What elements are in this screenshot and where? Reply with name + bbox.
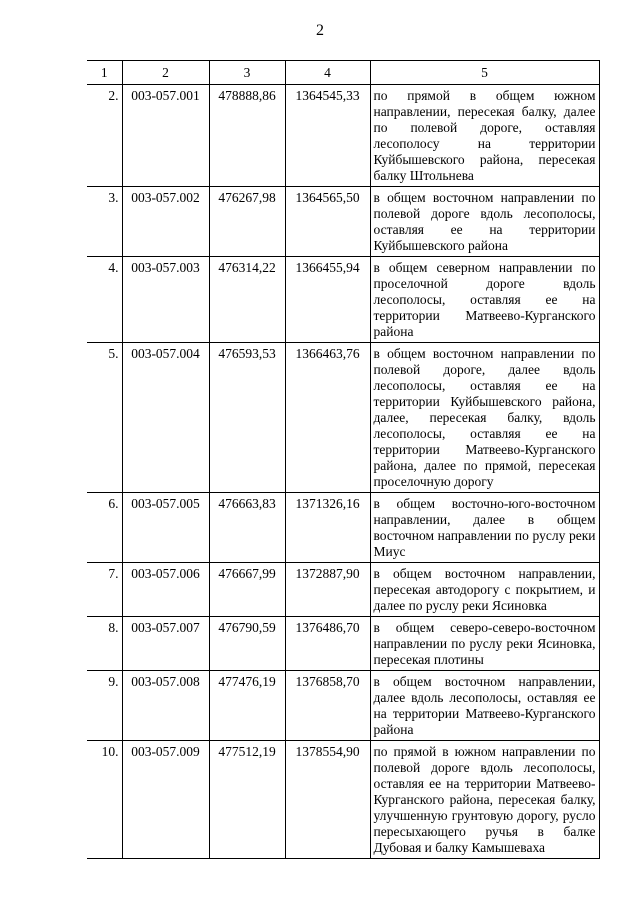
- point-code: 003-057.004: [122, 343, 209, 493]
- boundary-description: в общем восточном направлении по полевой дороге, далее вдоль лесополосы, оставляя ее на территории Куйбышевского района, далее, пересекая балку, вдоль лесополосы, оставляя ее на территории Матвеево-Курганского района, далее по прямой, пересекая проселочную дорогу: [370, 343, 599, 493]
- table-body: [87, 85, 599, 859]
- header-col-1: 1: [87, 61, 122, 85]
- table-row: [87, 563, 599, 617]
- coordinate-x: 476593,53: [209, 343, 285, 493]
- header-col-4: 4: [285, 61, 370, 85]
- point-code: 003-057.006: [122, 563, 209, 617]
- row-number: 9.: [87, 671, 122, 741]
- point-code: 003-057.007: [122, 617, 209, 671]
- table-row: [87, 493, 599, 563]
- boundary-description: по прямой в южном направлении по полевой дороге вдоль лесополосы, оставляя ее на территории Матвеево-Курганского района, пересекая балку, улучшенную грунтовую дорогу, русло пересыхающего ручья в балке Дубовая и балку Камышеваха: [370, 741, 599, 859]
- coordinate-y: 1364565,50: [285, 187, 370, 257]
- row-number: 2.: [87, 85, 122, 187]
- point-code: 003-057.001: [122, 85, 209, 187]
- coordinate-x: 476314,22: [209, 257, 285, 343]
- header-col-2: 2: [122, 61, 209, 85]
- point-code: 003-057.005: [122, 493, 209, 563]
- row-number: 8.: [87, 617, 122, 671]
- row-number: 3.: [87, 187, 122, 257]
- row-number: 6.: [87, 493, 122, 563]
- table-row: [87, 85, 599, 187]
- coordinate-y: 1364545,33: [285, 85, 370, 187]
- table-row: [87, 617, 599, 671]
- boundary-description: в общем восточном направлении, пересекая автодорогу с покрытием, и далее по руслу реки Ясиновка: [370, 563, 599, 617]
- point-code: 003-057.002: [122, 187, 209, 257]
- coordinate-x: 477476,19: [209, 671, 285, 741]
- table-row: [87, 187, 599, 257]
- point-code: 003-057.009: [122, 741, 209, 859]
- coordinate-y: 1366455,94: [285, 257, 370, 343]
- coordinate-y: 1371326,16: [285, 493, 370, 563]
- table-row: [87, 343, 599, 493]
- row-number: 10.: [87, 741, 122, 859]
- boundary-description: в общем северо-северо-восточном направлении по руслу реки Ясиновка, пересекая плотины: [370, 617, 599, 671]
- coordinate-y: 1376858,70: [285, 671, 370, 741]
- row-number: 7.: [87, 563, 122, 617]
- boundary-description: в общем северном направлении по проселочной дороге вдоль лесополосы, оставляя ее на территории Матвеево-Курганского района: [370, 257, 599, 343]
- header-col-3: 3: [209, 61, 285, 85]
- point-code: 003-057.008: [122, 671, 209, 741]
- table-row: [87, 671, 599, 741]
- boundary-table: [87, 60, 600, 859]
- row-number: 4.: [87, 257, 122, 343]
- coordinate-y: 1366463,76: [285, 343, 370, 493]
- table-header-row: [87, 61, 599, 85]
- boundary-description: в общем восточном направлении, далее вдоль лесополосы, оставляя ее на территории Матвеево-Курганского района: [370, 671, 599, 741]
- boundary-description: по прямой в общем южном направлении, пересекая балку, далее по полевой дороге, оставляя лесополосу на территории Куйбышевского района, пересекая балку Штольнева: [370, 85, 599, 187]
- coordinate-x: 478888,86: [209, 85, 285, 187]
- row-number: 5.: [87, 343, 122, 493]
- coordinate-x: 476667,99: [209, 563, 285, 617]
- coordinate-x: 476663,83: [209, 493, 285, 563]
- boundary-description: в общем восточно-юго-восточном направлении, далее в общем восточном направлении по руслу реки Миус: [370, 493, 599, 563]
- coordinate-x: 477512,19: [209, 741, 285, 859]
- table-row: [87, 741, 599, 859]
- coordinate-x: 476790,59: [209, 617, 285, 671]
- coordinate-x: 476267,98: [209, 187, 285, 257]
- point-code: 003-057.003: [122, 257, 209, 343]
- coordinate-y: 1376486,70: [285, 617, 370, 671]
- boundary-description: в общем восточном направлении по полевой дороге вдоль лесополосы, оставляя ее на территории Куйбышевского района: [370, 187, 599, 257]
- coordinate-y: 1378554,90: [285, 741, 370, 859]
- table-row: [87, 257, 599, 343]
- coordinate-y: 1372887,90: [285, 563, 370, 617]
- page-number: 2: [316, 22, 324, 39]
- header-col-5: 5: [370, 61, 599, 85]
